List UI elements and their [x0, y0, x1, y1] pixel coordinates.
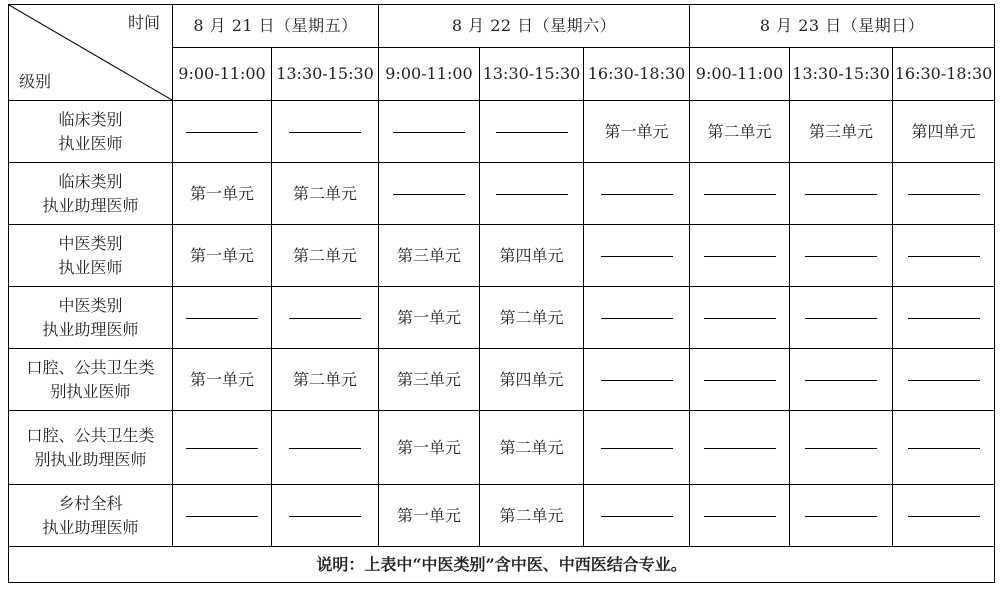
- dash-mark: [704, 256, 776, 257]
- dash-mark: [601, 448, 673, 449]
- category-label: 临床类别: [58, 109, 123, 129]
- day-header: 8 月 23 日（星期日）: [690, 5, 995, 48]
- time-slot-header: 9:00-11:00: [690, 48, 790, 101]
- category-cell: [9, 411, 173, 485]
- empty-session-cell: [790, 349, 893, 411]
- empty-session-cell: [272, 101, 379, 163]
- empty-session-cell: [893, 411, 995, 485]
- exam-schedule: [8, 4, 994, 583]
- empty-session-cell: [690, 411, 790, 485]
- dash-mark: [393, 132, 465, 133]
- category-cell: [9, 349, 173, 411]
- time-slot-header: 13:30-15:30: [272, 48, 379, 101]
- session-cell: 第四单元: [480, 349, 584, 411]
- category-label: 别执业助理医师: [34, 449, 147, 469]
- dash-mark: [704, 380, 776, 381]
- dash-mark: [908, 318, 980, 319]
- empty-session-cell: [690, 485, 790, 547]
- dash-mark: [908, 380, 980, 381]
- dash-mark: [601, 380, 673, 381]
- dash-mark: [805, 318, 877, 319]
- empty-session-cell: [480, 163, 584, 225]
- category-label: 执业医师: [58, 257, 123, 277]
- table-row: [9, 287, 995, 349]
- empty-session-cell: [272, 287, 379, 349]
- dash-mark: [496, 132, 568, 133]
- session-cell: 第一单元: [379, 411, 480, 485]
- session-cell: 第二单元: [480, 485, 584, 547]
- empty-session-cell: [173, 101, 272, 163]
- note-row: [9, 547, 995, 583]
- empty-session-cell: [690, 225, 790, 287]
- empty-session-cell: [790, 411, 893, 485]
- empty-session-cell: [893, 485, 995, 547]
- table-row: [9, 163, 995, 225]
- dash-mark: [908, 194, 980, 195]
- dash-mark: [805, 516, 877, 517]
- empty-session-cell: [584, 485, 690, 547]
- empty-session-cell: [173, 485, 272, 547]
- session-cell: 第二单元: [480, 411, 584, 485]
- dash-mark: [289, 448, 361, 449]
- category-cell: [9, 225, 173, 287]
- empty-session-cell: [584, 349, 690, 411]
- time-slot-header: 16:30-18:30: [584, 48, 690, 101]
- header-corner: [9, 5, 173, 101]
- empty-session-cell: [480, 101, 584, 163]
- empty-session-cell: [272, 485, 379, 547]
- dash-mark: [704, 194, 776, 195]
- category-label: 中医类别: [58, 233, 123, 253]
- dash-mark: [186, 318, 258, 319]
- table-row: [9, 411, 995, 485]
- category-label: 别执业医师: [50, 381, 131, 401]
- dash-mark: [289, 318, 361, 319]
- dash-mark: [186, 132, 258, 133]
- empty-session-cell: [790, 485, 893, 547]
- table-row: [9, 101, 995, 163]
- category-label: 中医类别: [58, 295, 123, 315]
- table-row: [9, 485, 995, 547]
- dash-mark: [805, 380, 877, 381]
- session-cell: 第一单元: [173, 163, 272, 225]
- category-label: 乡村全科: [58, 493, 123, 513]
- dash-mark: [908, 256, 980, 257]
- category-label: 临床类别: [58, 171, 123, 191]
- session-cell: 第四单元: [893, 101, 995, 163]
- dash-mark: [496, 194, 568, 195]
- time-slot-header: 16:30-18:30: [893, 48, 995, 101]
- day-header: 8 月 21 日（星期五）: [173, 5, 379, 48]
- category-label: 执业医师: [58, 133, 123, 153]
- session-cell: 第三单元: [379, 349, 480, 411]
- dash-mark: [704, 448, 776, 449]
- time-slot-header: 9:00-11:00: [173, 48, 272, 101]
- empty-session-cell: [584, 163, 690, 225]
- empty-session-cell: [790, 225, 893, 287]
- dash-mark: [601, 318, 673, 319]
- category-cell: [9, 485, 173, 547]
- dash-mark: [601, 256, 673, 257]
- corner-label-level: 级别: [19, 72, 52, 91]
- empty-session-cell: [790, 163, 893, 225]
- dash-mark: [601, 194, 673, 195]
- empty-session-cell: [173, 287, 272, 349]
- category-cell: [9, 287, 173, 349]
- schedule-table: [8, 4, 995, 583]
- dash-mark: [805, 256, 877, 257]
- empty-session-cell: [173, 411, 272, 485]
- session-cell: 第二单元: [272, 225, 379, 287]
- session-cell: 第一单元: [379, 485, 480, 547]
- empty-session-cell: [893, 287, 995, 349]
- category-cell: [9, 163, 173, 225]
- dash-mark: [908, 448, 980, 449]
- time-slot-header: 9:00-11:00: [379, 48, 480, 101]
- empty-session-cell: [893, 225, 995, 287]
- corner-label-time: 时间: [127, 13, 160, 32]
- empty-session-cell: [690, 287, 790, 349]
- empty-session-cell: [584, 287, 690, 349]
- category-cell: [9, 101, 173, 163]
- category-label: 执业助理医师: [42, 195, 139, 215]
- category-label: 执业助理医师: [42, 319, 139, 339]
- session-cell: 第二单元: [272, 163, 379, 225]
- session-cell: 第三单元: [379, 225, 480, 287]
- dash-mark: [704, 318, 776, 319]
- session-cell: 第二单元: [690, 101, 790, 163]
- empty-session-cell: [893, 163, 995, 225]
- dash-mark: [289, 516, 361, 517]
- session-cell: 第二单元: [480, 287, 584, 349]
- session-cell: 第二单元: [272, 349, 379, 411]
- dash-mark: [601, 516, 673, 517]
- session-cell: 第一单元: [584, 101, 690, 163]
- day-header: 8 月 22 日（星期六）: [379, 5, 690, 48]
- dash-mark: [186, 516, 258, 517]
- empty-session-cell: [893, 349, 995, 411]
- dash-mark: [393, 194, 465, 195]
- empty-session-cell: [379, 163, 480, 225]
- empty-session-cell: [272, 411, 379, 485]
- empty-session-cell: [790, 287, 893, 349]
- empty-session-cell: [379, 101, 480, 163]
- category-label: 执业助理医师: [42, 517, 139, 537]
- dash-mark: [289, 132, 361, 133]
- dash-mark: [908, 516, 980, 517]
- dash-mark: [805, 194, 877, 195]
- empty-session-cell: [690, 163, 790, 225]
- note-text: 说明：上表中“中医类别”含中医、中西医结合专业。: [9, 547, 995, 583]
- session-cell: 第一单元: [173, 349, 272, 411]
- table-row: [9, 349, 995, 411]
- dash-mark: [186, 448, 258, 449]
- session-cell: 第一单元: [379, 287, 480, 349]
- dash-mark: [704, 516, 776, 517]
- time-slot-header: 13:30-15:30: [480, 48, 584, 101]
- empty-session-cell: [584, 411, 690, 485]
- category-label: 口腔、公共卫生类: [26, 425, 155, 445]
- dash-mark: [805, 448, 877, 449]
- table-row: [9, 225, 995, 287]
- category-label: 口腔、公共卫生类: [26, 357, 155, 377]
- empty-session-cell: [690, 349, 790, 411]
- empty-session-cell: [584, 225, 690, 287]
- session-cell: 第三单元: [790, 101, 893, 163]
- session-cell: 第四单元: [480, 225, 584, 287]
- time-slot-header: 13:30-15:30: [790, 48, 893, 101]
- session-cell: 第一单元: [173, 225, 272, 287]
